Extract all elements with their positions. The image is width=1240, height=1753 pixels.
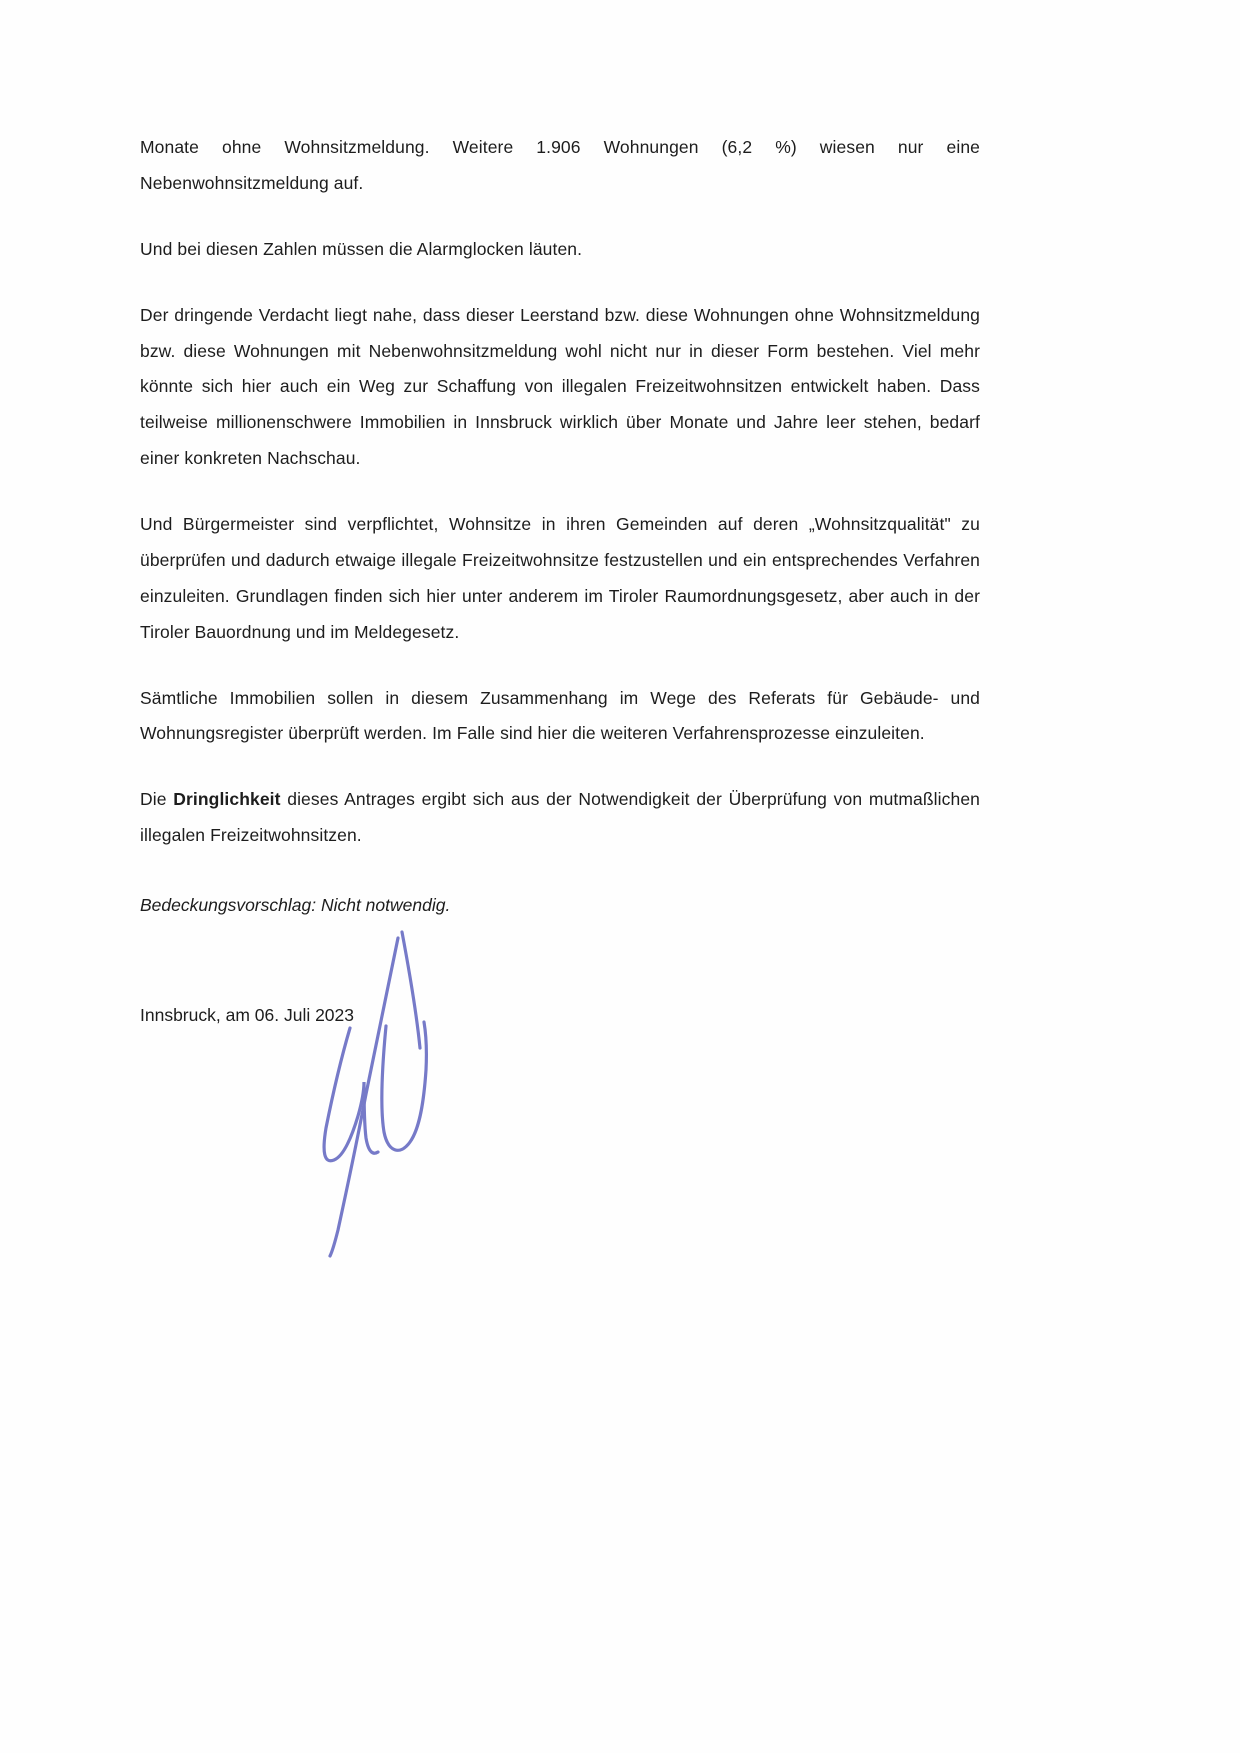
- urgency-keyword: Dringlichkeit: [173, 789, 281, 810]
- paragraph-suspicion: Der dringende Verdacht liegt nahe, dass dieser Leerstand bzw. diese Wohnungen ohne Wohnsitzmeldung bzw. diese Wohnungen mit Nebenwohnsitzmeldung wohl nicht nur in dieser Form bestehen. Viel mehr könnte sich hier auch ein Weg zur Schaffung von illegalen Freizeitwohnsitzen entwickelt haben. Dass teilweise millionenschwere Immobilien in Innsbruck wirklich über Monate und Jahre leer stehen, bedarf einer konkreten Nachschau.: [140, 304, 980, 469]
- coverage-proposal: Bedeckungsvorschlag: Nicht notwendig.: [140, 895, 451, 915]
- paragraph-intro: Monate ohne Wohnsitzmeldung. Weitere 1.906 Wohnungen (6,2 %) wiesen nur eine Nebenwohnsitzmeldung auf.: [140, 137, 980, 193]
- urgency-lead: Die: [140, 789, 174, 810]
- paragraph-mayor-duties: Und Bürgermeister sind verpflichtet, Wohnsitze in ihren Gemeinden auf deren „Wohnsitzqualität" zu überprüfen und dadurch etwaige illegale Freizeitwohnsitze festzustellen und ein entsprechendes Verfahren einzuleiten. Grundlagen finden sich hier unter anderem im Tiroler Raumordnungsgesetz, aber auch in der Tiroler Bauordnung und im Meldegesetz.: [140, 514, 980, 642]
- paragraph-properties-check: Sämtliche Immobilien sollen in diesem Zusammenhang im Wege des Referats für Gebäude- und Wohnungsregister überprüft werden. Im Falle sind hier die weiteren Verfahrensprozesse einzuleiten.: [140, 687, 980, 744]
- document-body: [140, 130, 980, 1034]
- paragraph-urgency: [140, 782, 980, 854]
- paragraph-alarm: Und bei diesen Zahlen müssen die Alarmglocken läuten.: [140, 238, 583, 259]
- place-and-date: Innsbruck, am 06. Juli 2023: [140, 1004, 355, 1025]
- urgency-rest: dieses Antrages ergibt sich aus der Notwendigkeit der Überprüfung von mutmaßlichen illegalen Freizeitwohnsitzen.: [140, 789, 980, 846]
